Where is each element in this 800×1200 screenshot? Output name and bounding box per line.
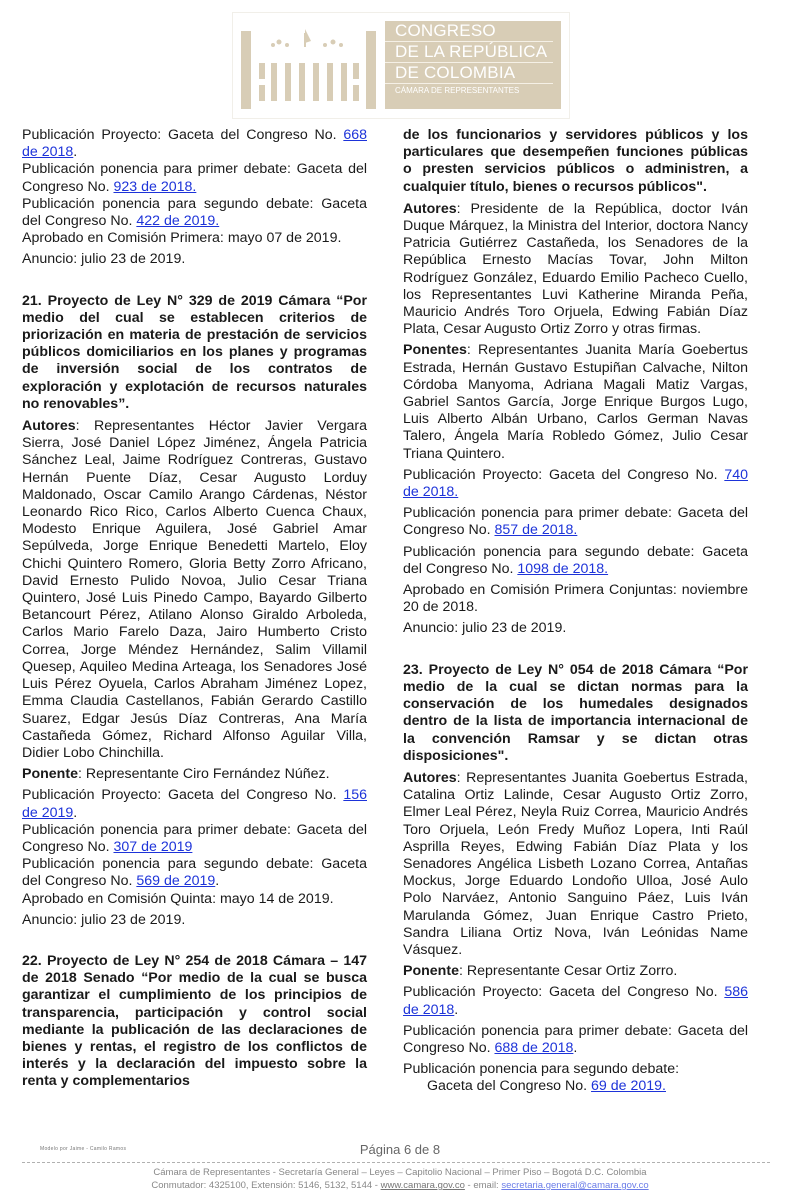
left-column <box>22 127 367 1091</box>
gaceta-link[interactable]: 156 de 2019 <box>22 787 367 821</box>
footer-contact: Conmutador: 4325100, Extensión: 5146, 5132, 5144 - www.camara.gov.co - email: secretaria.general@camara.gov.co <box>151 1180 649 1191</box>
pub-segundo-debate-line2: Gaceta del Congreso No. 69 de 2019. <box>427 1078 666 1095</box>
logo-line-1: CONGRESO <box>385 21 553 42</box>
pub-proyecto: Publicación Proyecto: Gaceta del Congreso No. 586 de 2018. <box>403 984 748 1018</box>
pub-primer-debate: Publicación ponencia para primer debate: Gaceta del Congreso No. 923 de 2018. <box>22 161 367 195</box>
gaceta-link[interactable]: 688 de 2018 <box>494 1039 574 1056</box>
logo-line-3: DE COLOMBIA <box>385 63 553 84</box>
aprobado: Aprobado en Comisión Quinta: mayo 14 de 2019. <box>22 890 334 907</box>
website-link[interactable]: www.camara.gov.co <box>380 1180 465 1191</box>
pub-proyecto: Publicación Proyecto: Gaceta del Congreso No. 668 de 2018. <box>22 127 367 161</box>
gaceta-link[interactable]: 586 de 2018 <box>403 984 748 1018</box>
gaceta-link[interactable]: 857 de 2018. <box>494 522 578 539</box>
congress-logo <box>232 12 570 119</box>
bill-title-continued: de los funcionarios y servidores públicos y los particulares que desempeñen funciones públicas o presten servicios públicos o administren, a cualquier título, bienes o recursos públicos". <box>403 127 748 195</box>
gaceta-link[interactable]: 422 de 2019. <box>136 213 220 230</box>
anuncio: Anuncio: julio 23 de 2019. <box>22 911 186 928</box>
pub-segundo-debate: Publicación ponencia para segundo debate: Gaceta del Congreso No. 569 de 2019. <box>22 856 367 890</box>
bill-item-21 <box>22 293 367 929</box>
pub-segundo-debate: Publicación ponencia para segundo debate: Gaceta del Congreso No. 422 de 2019. <box>22 195 367 230</box>
gaceta-link[interactable]: 569 de 2019 <box>136 873 216 890</box>
autores: Autores: Presidente de la República, doctor Iván Duque Márquez, la Ministra del Interior, doctora Nancy Patricia Gutiérrez Castañeda, los Senadores de la República Ernesto Macías Tovar, John Milton Rodríguez González, Eduardo Emilio Pacheco Cuello, los Representantes Luvi Katherine Miranda Peña, Mauricio Andrés Toro Orjuela, Edwing Fabián Díaz Plata, Cesar Augusto Ortiz Zorro y otras firmas. <box>403 200 748 338</box>
pub-proyecto: Publicación Proyecto: Gaceta del Congreso No. 156 de 2019. <box>22 787 367 821</box>
bill-item-23 <box>403 662 748 1096</box>
ponente: Ponente: Representante Cesar Ortiz Zorro. <box>403 963 678 980</box>
bill-title: 21. Proyecto de Ley N° 329 de 2019 Cámara “Por medio del cual se establecen criterios de priorización en materia de prestación de servicios públicos domiciliarios en los planes y programas de inversión social de los contratos de exploración y explotación de recursos naturales no renovables”. <box>22 292 367 412</box>
autores: Autores: Representantes Juanita Goebertus Estrada, Catalina Ortiz Lalinde, Cesar Augusto Ortiz Zorro, Elmer Leal Pérez, Neyla Ruiz Correa, Mauricio Andrés Toro Orjuela, León Fredy Muñoz Lopera, Inti Raúl Asprilla Reyes, Edwing Fabián Díaz Plata y los Senadores Angélica Lisbeth Lozano Correa, Antañas Mockus, Jorge Eduardo Londoño Ulloa, José Aulo Polo Narváez, Antonio Sanguino Páez, Luis Iván Marulanda Gómez, Juan Enrique Castro Prieto, Sandra Liliana Ortiz Nova, Iván Leónidas Name Vásquez. <box>403 769 748 958</box>
ponente: Ponente: Representante Ciro Fernández Núñez. <box>22 766 330 783</box>
anuncio: Anuncio: julio 23 de 2019. <box>22 251 186 268</box>
capitol-building-icon <box>241 21 376 109</box>
autores: Autores: Representantes Héctor Javier Vergara Sierra, José Daniel López Jiménez, Ángela Patricia Sánchez Leal, Jaime Rodríguez Contreras, Gustavo Hernán Puente Díaz, Cesar Augusto Lorduy Maldonado, Oscar Camilo Arango Cárdenas, Néstor Leonardo Rico Rico, Carlos Alberto Cuenca Chaux, Modesto Enrique Aguilera, José Gabriel Amar Sepúlveda, Jorge Enrique Benedetti Martelo, Eloy Chichi Quintero Romero, Gloria Betty Zorro Africano, David Ernesto Pulido Novoa, Julio Cesar Triana Quintero, José Luis Pinedo Campo, Bayardo Gilberto Betancourt Pérez, Atilano Alonso Giraldo Arboleda, Carlos Mario Farelo Daza, Jairo Humberto Cristo Correa, Jorge Méndez Hernández, Salim Villamil Quesep, Aquileo Medina Arteaga, los Senadores José Luis Pérez Oyuela, Carlos Abraham Jiménez Lopez, Emma Claudia Castellanos, Fabián Gerardo Castillo Suarez, Edgar Jesús Díaz Contreras, Ana María Castañeda Gómez, Richard Alfonso Aguilar Villa, Didier Lobo Chinchilla. <box>22 418 367 761</box>
logo-line-2: DE LA REPÚBLICA <box>385 42 553 63</box>
pub-primer-debate: Publicación ponencia para primer debate: Gaceta del Congreso No. 307 de 2019 <box>22 821 367 855</box>
right-column <box>403 127 748 1096</box>
gaceta-link[interactable]: 307 de 2019 <box>113 838 193 855</box>
page-number: Página 6 de 8 <box>359 1142 441 1157</box>
anuncio: Anuncio: julio 23 de 2019. <box>403 620 567 637</box>
pub-segundo-debate: Publicación ponencia para segundo debate: Gaceta del Congreso No. 1098 de 2018. <box>403 543 748 577</box>
gaceta-link[interactable]: 923 de 2018. <box>113 178 197 195</box>
bill-item-22-continued <box>403 127 748 638</box>
pub-segundo-debate: Publicación ponencia para segundo debate: <box>403 1061 680 1078</box>
bill-title: 22. Proyecto de Ley N° 254 de 2018 Cámara – 147 de 2018 Senado “Por medio de la cual se busca garantizar el cumplimiento de los principios de transparencia, participación y control social mediante la publicación de las declaraciones de bienes y rentas, el registro de los conflictos de interés y la declaración del impuesto sobre la renta y complementarios <box>22 952 367 1090</box>
logo-text-box <box>385 21 561 109</box>
aprobado: Aprobado en Comisión Primera Conjuntas: noviembre 20 de 2018. <box>403 582 748 616</box>
bill-title: 23. Proyecto de Ley N° 054 de 2018 Cámara “Por medio de la cual se dictan normas para la conservación de los humedales designados dentro de la lista de importancia internacional de la convención Ramsar y se dictan otras disposiciones". <box>403 661 748 764</box>
email-link[interactable]: secretaria.general@camara.gov.co <box>501 1180 649 1191</box>
gaceta-link[interactable]: 1098 de 2018. <box>517 560 609 577</box>
footer-divider <box>22 1162 770 1163</box>
gaceta-link[interactable]: 740 de 2018. <box>403 466 748 501</box>
bill-item-22-start <box>22 953 367 1091</box>
prev-item-publications <box>22 127 367 269</box>
footer-address: Cámara de Representantes - Secretaría General – Leyes – Capitolio Nacional – Primer Piso – Bogotá D.C. Colombia <box>153 1167 647 1178</box>
aprobado: Aprobado en Comisión Primera: mayo 07 de 2019. <box>22 230 342 247</box>
footer-small-note: Modelo por Jaime - Camilo Ramos <box>40 1146 127 1152</box>
pub-primer-debate: Publicación ponencia para primer debate: Gaceta del Congreso No. 857 de 2018. <box>403 505 748 539</box>
pub-primer-debate: Publicación ponencia para primer debate: Gaceta del Congreso No. 688 de 2018. <box>403 1022 748 1056</box>
gaceta-link[interactable]: 668 de 2018 <box>22 127 367 161</box>
gaceta-link[interactable]: 69 de 2019. <box>591 1078 666 1095</box>
logo-line-4: CÁMARA DE REPRESENTANTES <box>395 86 520 95</box>
ponentes: Ponentes: Representantes Juanita María Goebertus Estrada, Hernán Gustavo Estupiñan Calvache, Nilton Córdoba Manyoma, Adriana Magali Matiz Vargas, Gabriel Santos García, Jorge Enrique Burgos Lugo, Luis Alberto Albán Urbano, Carlos German Navas Talero, Ángela María Robledo Gómez, Julio Cesar Triana Quintero. <box>403 342 748 462</box>
pub-proyecto: Publicación Proyecto: Gaceta del Congreso No. 740 de 2018. <box>403 466 748 501</box>
